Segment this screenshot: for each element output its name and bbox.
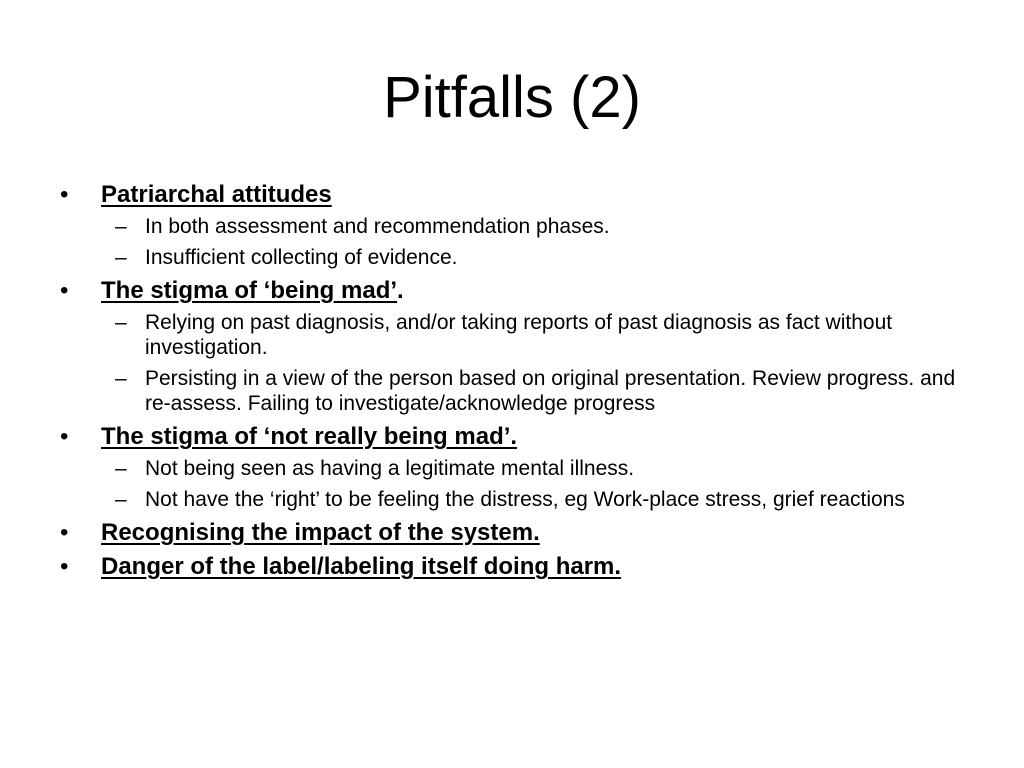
dash-marker: – bbox=[115, 311, 127, 334]
dash-marker: – bbox=[115, 215, 127, 238]
dash-marker: – bbox=[115, 488, 127, 511]
dash-marker: – bbox=[115, 246, 127, 269]
sub-bullet-text: Relying on past diagnosis, and/or taking reports of past diagnosis as fact without investigation. bbox=[145, 311, 893, 359]
sub-bullet-text: Not have the ‘right’ to be feeling the distress, eg Work-place stress, grief reactions bbox=[145, 488, 905, 511]
bullet-marker: • bbox=[60, 519, 69, 546]
sub-bullet-text: Insufficient collecting of evidence. bbox=[145, 246, 458, 269]
bullet-item bbox=[0, 518, 1024, 548]
sub-bullet-item bbox=[0, 487, 1024, 512]
bullet-heading: The stigma of ‘not really being mad’. bbox=[101, 423, 518, 450]
bullet-marker: • bbox=[60, 181, 69, 208]
bullet-heading: Danger of the label/labeling itself doing harm. bbox=[101, 553, 622, 580]
dash-marker: – bbox=[115, 457, 127, 480]
bullet-item bbox=[0, 552, 1024, 582]
bullet-heading: The stigma of ‘being mad’ bbox=[101, 277, 398, 304]
sub-bullet-item bbox=[0, 214, 1024, 239]
sub-bullet-text: Not being seen as having a legitimate mental illness. bbox=[145, 457, 635, 480]
sub-bullet-text: In both assessment and recommendation phases. bbox=[145, 215, 610, 238]
bullet-marker: • bbox=[60, 423, 69, 450]
bullet-group-being-mad bbox=[0, 276, 1024, 416]
bullet-item bbox=[0, 276, 1024, 306]
bullet-item bbox=[0, 180, 1024, 210]
sub-bullet-item bbox=[0, 245, 1024, 270]
bullet-group-not-really-mad bbox=[0, 422, 1024, 512]
bullet-group-system-impact bbox=[0, 518, 1024, 548]
bullet-heading: Recognising the impact of the system. bbox=[101, 519, 540, 546]
bullet-item bbox=[0, 422, 1024, 452]
sub-bullet-item bbox=[0, 456, 1024, 481]
slide-title: Pitfalls (2) bbox=[383, 65, 641, 130]
slide-content bbox=[0, 180, 1024, 586]
bullet-heading: Patriarchal attitudes bbox=[101, 181, 332, 208]
bullet-group-label-harm bbox=[0, 552, 1024, 582]
bullet-marker: • bbox=[60, 277, 69, 304]
bullet-marker: • bbox=[60, 553, 69, 580]
dash-marker: – bbox=[115, 367, 127, 390]
bullet-heading-suffix: . bbox=[397, 277, 404, 304]
sub-bullet-text: Persisting in a view of the person based on original presentation. Review progress. and re-assess. Failing to investigate/acknowledge progress bbox=[145, 367, 956, 415]
sub-bullet-item bbox=[0, 310, 1024, 360]
bullet-group-patriarchal bbox=[0, 180, 1024, 270]
sub-bullet-item bbox=[0, 366, 1024, 416]
